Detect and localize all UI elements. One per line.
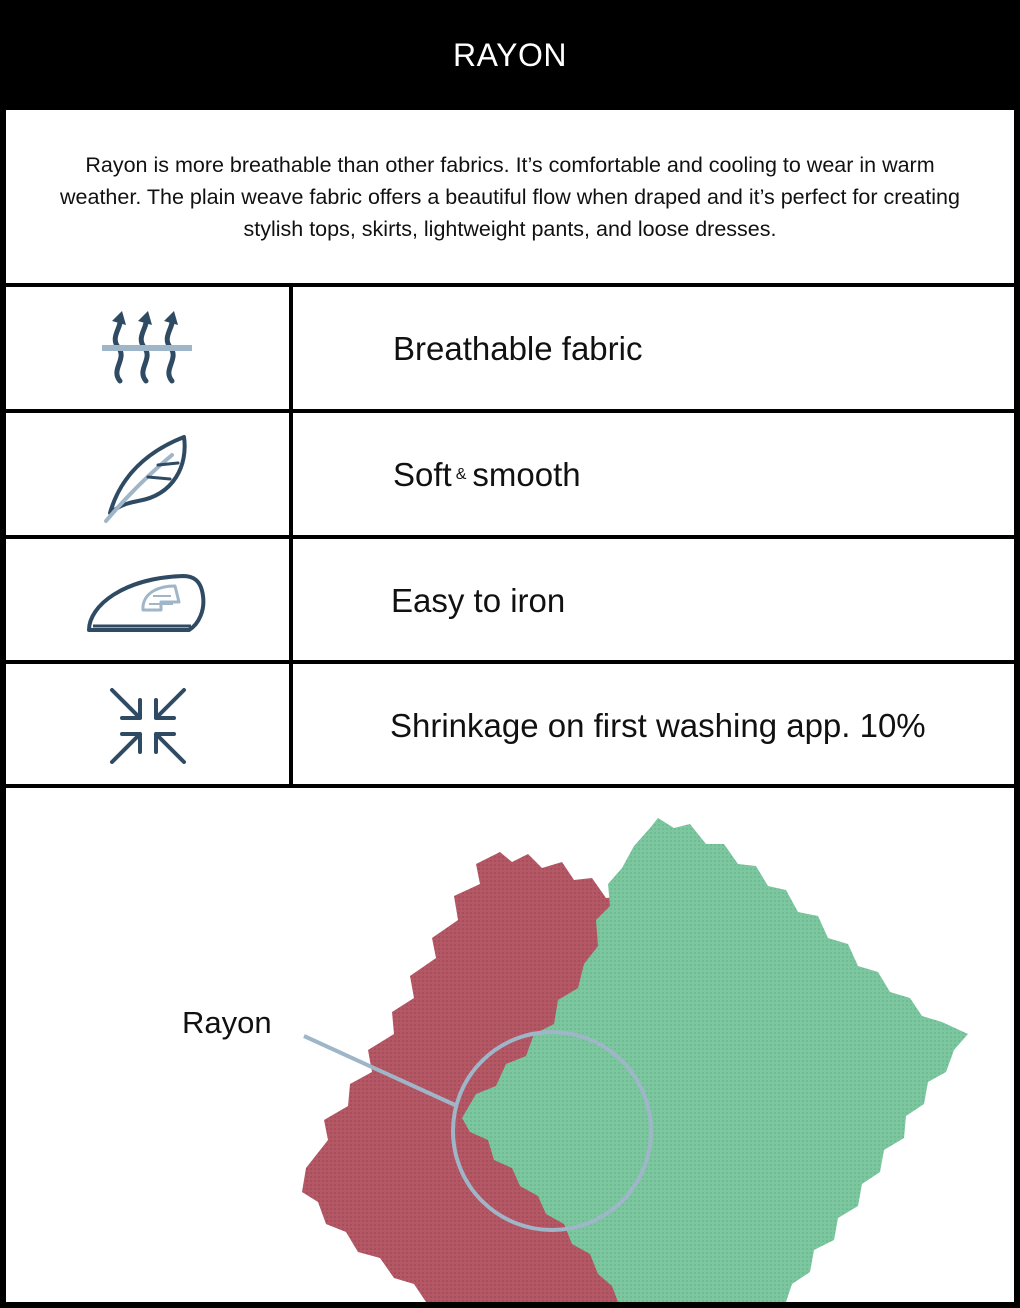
- title-bar: [0, 0, 1020, 110]
- shrink-arrows-icon: [108, 686, 188, 766]
- feather-icon: [98, 425, 198, 525]
- feature-icon-cell: [6, 664, 293, 787]
- feature-label-soft: Soft: [393, 455, 452, 493]
- feature-row-breathable: [6, 283, 1014, 410]
- fabric-swatches-image: [6, 788, 1014, 1302]
- feature-label-smooth: smooth: [472, 455, 581, 493]
- feature-icon-cell: [6, 539, 293, 662]
- feature-label: Shrinkage on first washing app. 10%: [390, 706, 926, 744]
- feature-row-iron: [6, 535, 1014, 662]
- description-text: Rayon is more breathable than other fabrics. It’s comfortable and cooling to wear in warm weather. The plain weave fabric offers a beautiful flow when draped and it’s perfect for creating stylish tops, skirts, lightweight pants, and loose dresses.: [60, 152, 960, 241]
- feature-row-shrinkage: [6, 660, 1014, 788]
- feature-row-soft: [6, 409, 1014, 536]
- fabric-photo: [6, 788, 1014, 1302]
- callout-label: Rayon: [182, 1005, 272, 1040]
- iron-icon: [83, 566, 213, 636]
- feature-label: Breathable fabric: [393, 329, 643, 367]
- feature-icon-cell: [6, 287, 293, 410]
- page-title: RAYON: [453, 36, 567, 73]
- feature-label: Easy to iron: [391, 581, 566, 619]
- feature-label: [393, 413, 581, 536]
- ampersand: &: [455, 465, 467, 483]
- description: [6, 110, 1014, 283]
- feature-icon-cell: [6, 413, 293, 536]
- breathable-heat-waves-icon: [98, 309, 198, 389]
